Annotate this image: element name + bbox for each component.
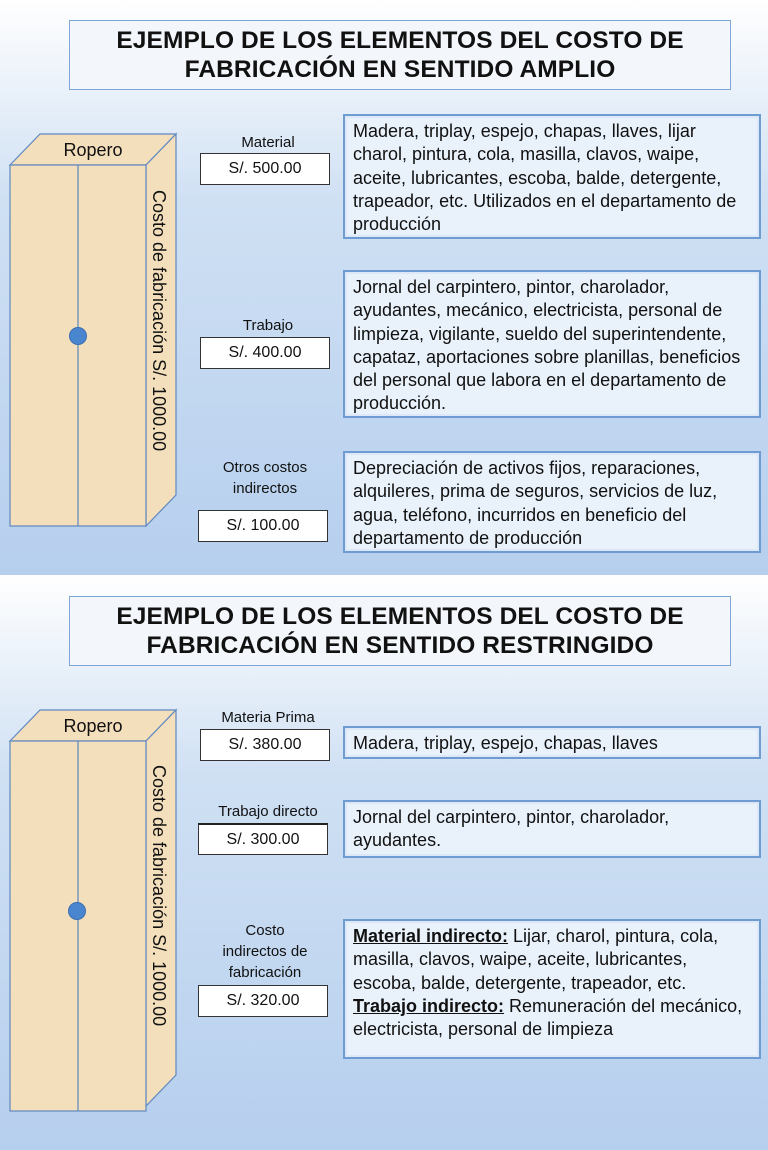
- row-label-line: Costo: [245, 922, 285, 939]
- row-label-line: fabricación: [228, 964, 302, 981]
- desc-text-material-indirecto: Lijar, charol, pintura, cola, masilla, clavos, waipe, aceite, lubricantes, escoba, balde, detergente, trapeador, etc.: [353, 926, 719, 993]
- wardrobe-illustration: [0, 575, 200, 1150]
- wardrobe-illustration: [0, 0, 200, 575]
- row-label-line: indirectos de: [222, 943, 308, 960]
- title-line-2: FABRICACIÓN EN SENTIDO RESTRINGIDO: [146, 632, 654, 659]
- desc-heading-material-indirecto: Material indirecto:: [353, 926, 509, 946]
- wardrobe-cost-label: Costo de fabricación S/. 1000.00: [149, 765, 169, 1027]
- row-label-otros-costos: [197, 457, 333, 499]
- title-line-2: FABRICACIÓN EN SENTIDO AMPLIO: [184, 56, 616, 83]
- amount-otros-costos: S/. 100.00: [198, 510, 328, 542]
- title-line-1: EJEMPLO DE LOS ELEMENTOS DEL COSTO DE: [116, 603, 684, 630]
- wardrobe-cost-label: Costo de fabricación S/. 1000.00: [149, 190, 169, 452]
- row-label-materia-prima: Materia Prima: [221, 709, 315, 726]
- row-label-costos-indirectos: [197, 920, 333, 983]
- amount-trabajo-directo: S/. 300.00: [198, 823, 328, 855]
- description-costos-indirectos: [343, 919, 761, 1059]
- description-otros-costos: Depreciación de activos fijos, reparaciones, alquileres, prima de seguros, servicios de luz, agua, teléfono, incurridos en beneficio del departamento de producción: [343, 451, 761, 553]
- row-label-material: Material: [241, 134, 295, 151]
- wardrobe-label: Ropero: [63, 140, 123, 160]
- row-label-line: Otros costos: [222, 459, 308, 476]
- desc-text-trabajo-indirecto: Remuneración del mecánico, electricista, personal de limpieza: [353, 995, 743, 1040]
- desc-heading-trabajo-indirecto: Trabajo indirecto:: [353, 995, 505, 1016]
- wardrobe-knob: [69, 903, 86, 920]
- description-trabajo-directo: Jornal del carpintero, pintor, charolador, ayudantes.: [343, 800, 761, 858]
- wardrobe-knob: [70, 328, 87, 345]
- row-label-line: indirectos: [232, 480, 298, 497]
- row-label-trabajo-directo: Trabajo directo: [218, 803, 318, 820]
- description-material: Madera, triplay, espejo, chapas, llaves, lijar charol, pintura, cola, masilla, clavos, waipe, aceite, lubricantes, escoba, balde, detergente, trapeador, etc. Utilizados en el departamento de producción: [343, 114, 761, 239]
- description-materia-prima: Madera, triplay, espejo, chapas, llaves: [343, 726, 761, 759]
- wardrobe-label: Ropero: [63, 716, 123, 736]
- row-label-trabajo: Trabajo: [242, 317, 294, 334]
- description-trabajo: Jornal del carpintero, pintor, charolador, ayudantes, mecánico, electricista, personal de limpieza, vigilante, sueldo del superintendente, capataz, aportaciones sobre planillas, beneficios del personal que labora en el departamento de producción.: [343, 270, 761, 418]
- amount-trabajo: S/. 400.00: [200, 337, 330, 369]
- amount-material: S/. 500.00: [200, 153, 330, 185]
- slide-sentido-restringido: [0, 575, 768, 1150]
- title-line-1: EJEMPLO DE LOS ELEMENTOS DEL COSTO DE: [116, 27, 684, 54]
- amount-materia-prima: S/. 380.00: [200, 729, 330, 761]
- amount-costos-indirectos: S/. 320.00: [198, 985, 328, 1017]
